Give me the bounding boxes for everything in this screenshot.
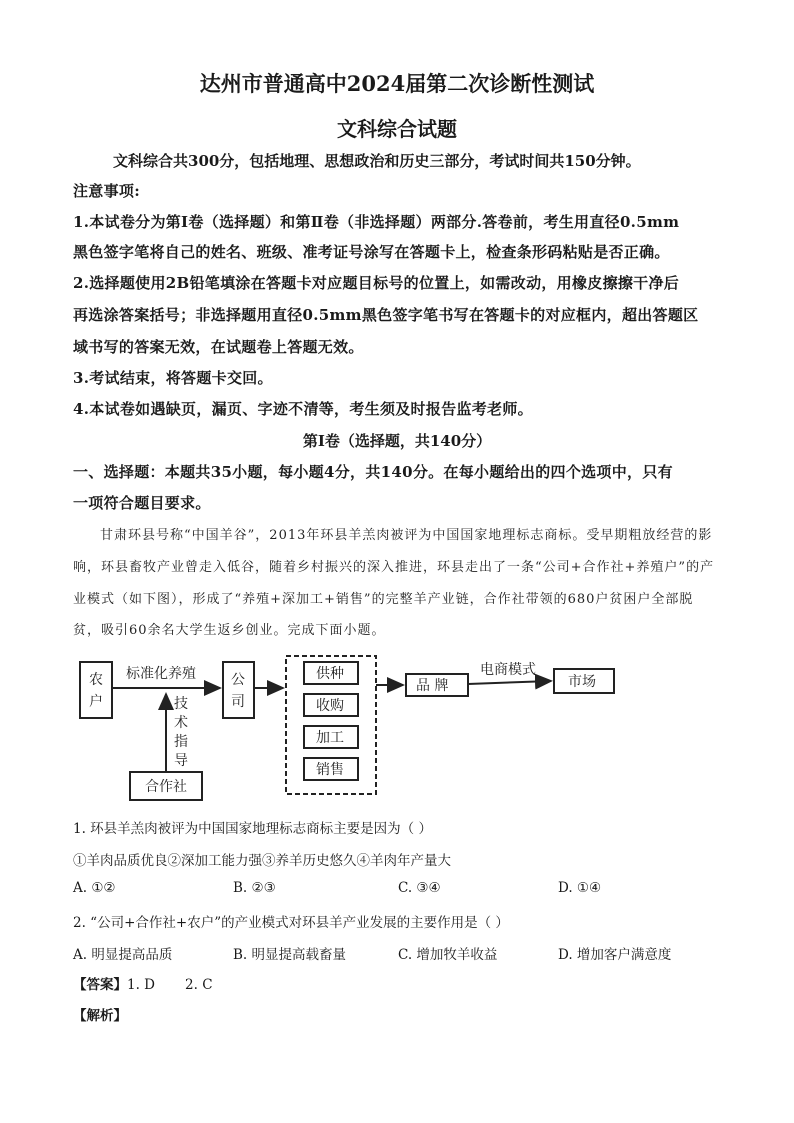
passage-line: 响，环县畜牧产业曾走入低谷，随着乡村振兴的深入推进，环县走出了一条“公司+合作社+养殖户”的产: [73, 560, 715, 575]
chain-item-label: 收购: [316, 698, 344, 714]
page-title: 达州市普通高中2024届第二次诊断性测试: [199, 71, 595, 96]
arrow: [468, 681, 551, 684]
option-d: D. ①④: [558, 880, 602, 896]
farmer-label: 户: [89, 694, 103, 710]
standard-breeding-label: 标准化养殖: [126, 666, 196, 682]
note-line: 再选涂答案括号；非选择题用直径0.5mm黑色签字笔书写在答题卡的对应框内，超出答题区: [73, 306, 699, 324]
option-c: C. ③④: [398, 880, 441, 896]
question-stem: 1. 环县羊羔肉被评为中国国家地理标志商标主要是因为（ ）: [73, 821, 432, 837]
farmer-label: 农: [89, 672, 103, 688]
analysis-label: 【解析】: [73, 1008, 127, 1024]
option-b: B. 明显提高载畜量: [233, 947, 347, 963]
passage-line: 甘肃环县号称“中国羊谷”，2013年环县羊羔肉被评为中国国家地理标志商标。受早期粗放经营的影: [100, 528, 713, 543]
passage-line: 业模式（如下图），形成了“养殖+深加工+销售”的完整羊产业链，合作社带领的680户贫困户全部脱: [73, 592, 694, 607]
section-title: 第Ⅰ卷（选择题，共140分）: [302, 432, 492, 450]
note-line: 3.考试结束，将答题卡交回。: [73, 369, 273, 387]
notes-heading: 注意事项:: [73, 182, 141, 200]
chain-item-label: 加工: [316, 730, 344, 746]
answer-line: [73, 973, 213, 993]
tech-guidance-label: 术: [174, 715, 188, 731]
page-subtitle: 文科综合试题: [337, 117, 457, 141]
option-a: A. 明显提高品质: [73, 947, 173, 963]
question-stem: 2. “公司+合作社+农户”的产业模式对环县羊产业发展的主要作用是（ ）: [73, 915, 509, 931]
note-line: 4.本试卷如遇缺页，漏页、字迹不清等，考生须及时报告监考老师。: [73, 400, 533, 418]
option-c: C. 增加牧羊收益: [398, 947, 498, 963]
chain-item-label: 销售: [316, 762, 344, 778]
option-d: D. 增加客户满意度: [558, 947, 672, 963]
option-a: A. ①②: [73, 880, 116, 896]
note-line: 1.本试卷分为第Ⅰ卷（选择题）和第Ⅱ卷（非选择题）两部分.答卷前，考生用直径0.5mm: [73, 213, 680, 231]
note-line: 2.选择题使用2B铅笔填涂在答题卡对应题目标号的位置上，如需改动，用橡皮擦擦干净后: [73, 274, 680, 292]
answer-text: 1. D 2. C: [127, 977, 213, 993]
note-line: 域书写的答案无效，在试题卷上答题无效。: [73, 338, 364, 356]
company-label: 公: [231, 672, 245, 688]
company-label: 司: [231, 694, 245, 710]
tech-guidance-label: 导: [174, 753, 188, 769]
question-statements: ①羊肉品质优良②深加工能力强③养羊历史悠久④羊肉年产量大: [73, 853, 451, 869]
intro-text: 文科综合共300分，包括地理、思想政治和历史三部分，考试时间共150分钟。: [113, 152, 641, 170]
brand-label: 品 牌: [416, 678, 449, 694]
cooperative-label: 合作社: [145, 779, 187, 795]
chain-item-label: 供种: [316, 666, 344, 682]
option-b: B. ②③: [233, 880, 276, 896]
passage-line: 贫，吸引60余名大学生返乡创业。完成下面小题。: [73, 623, 386, 638]
note-line: 黑色签字笔将自己的姓名、班级、准考证号涂写在答题卡上，检查条形码粘贴是否正确。: [73, 243, 670, 261]
tech-guidance-label: 指: [174, 734, 188, 750]
tech-guidance-label: 技: [174, 696, 188, 712]
answer-label: 【答案】: [73, 977, 127, 993]
ecommerce-label: 电商模式: [480, 662, 536, 678]
industry-model-diagram: [70, 648, 630, 808]
market-label: 市场: [568, 674, 596, 690]
part-heading-line: 一、选择题：本题共35小题，每小题4分，共140分。在每小题给出的四个选项中，只有: [73, 463, 673, 481]
part-heading-line: 一项符合题目要求。: [73, 494, 211, 512]
